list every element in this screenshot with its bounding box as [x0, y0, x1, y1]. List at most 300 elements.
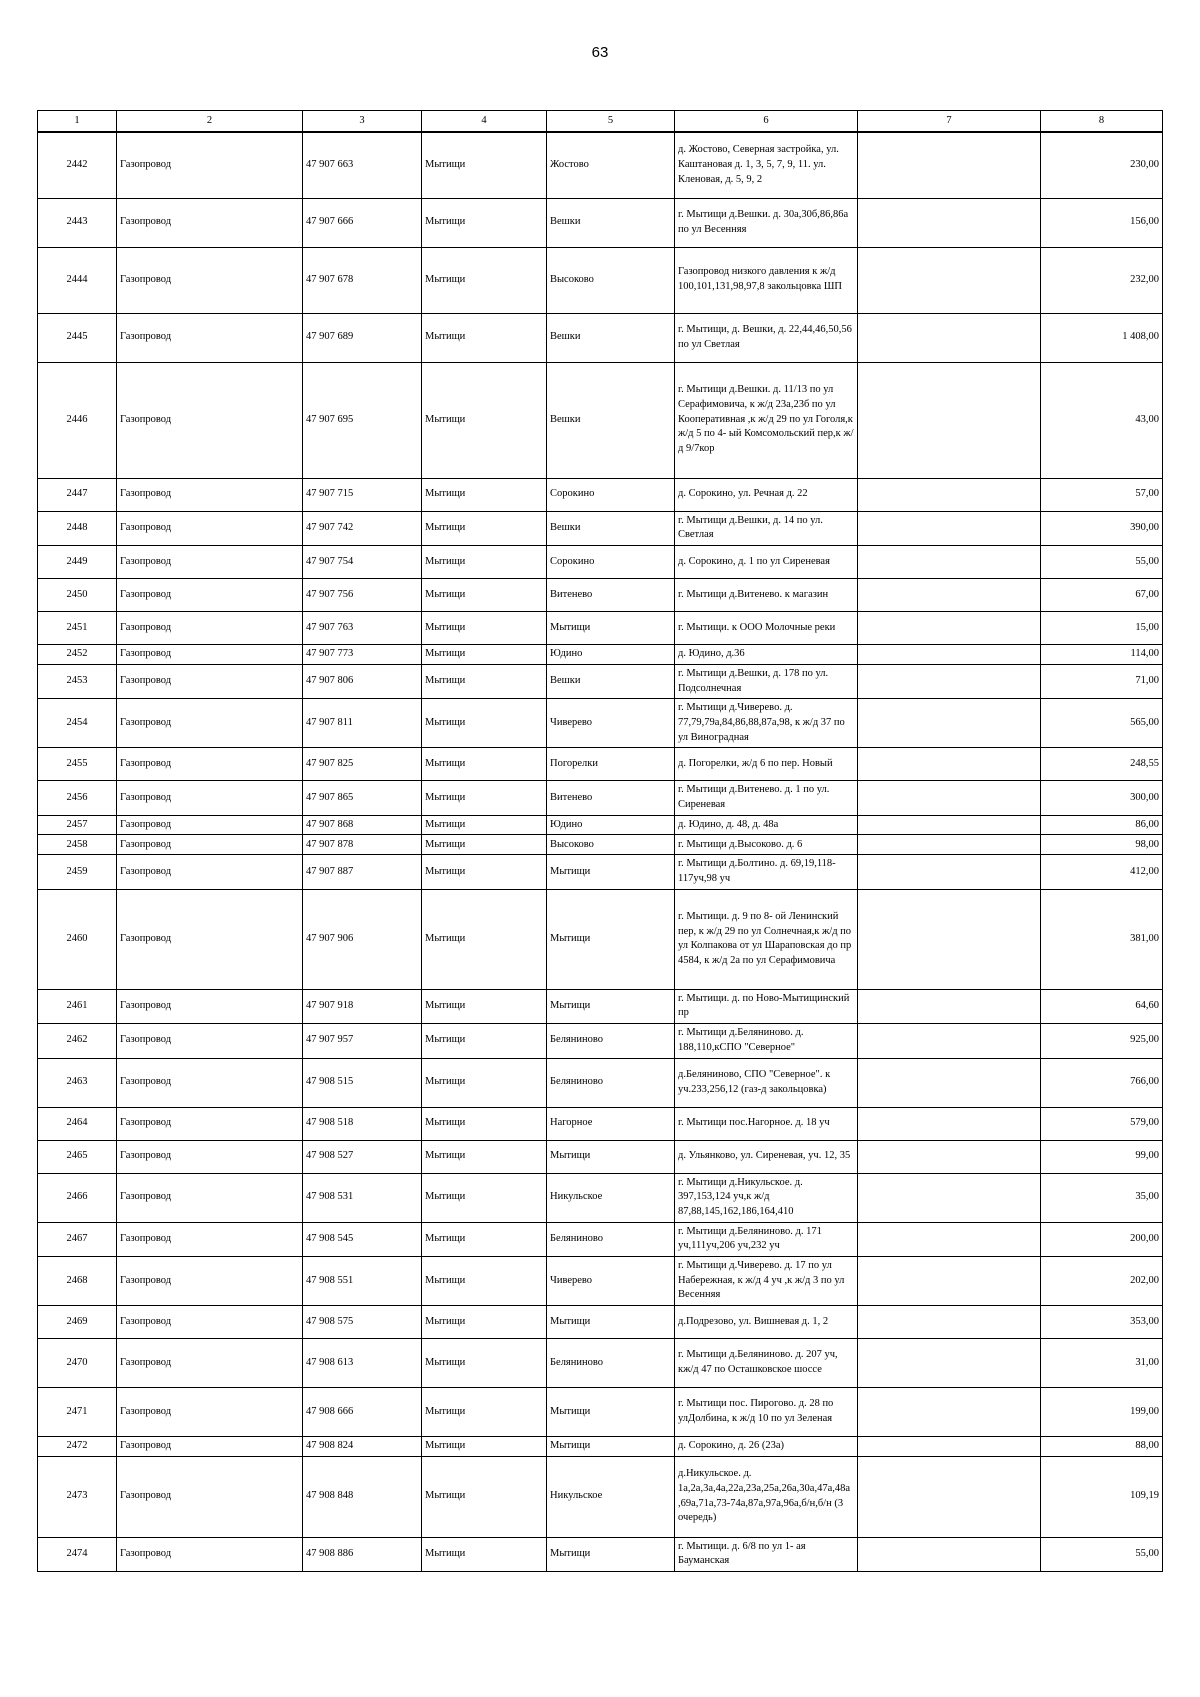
column-7-value [858, 748, 1041, 781]
address: д. Юдино, д. 48, д. 48а [675, 815, 858, 835]
object-name: Газопровод [117, 1437, 303, 1457]
object-name: Газопровод [117, 313, 303, 362]
address: г. Мытищи. д. 6/8 по ул 1- ая Бауманская [675, 1537, 858, 1571]
row-number: 2456 [38, 781, 117, 815]
district: Мытищи [422, 578, 547, 611]
district: Мытищи [422, 1222, 547, 1256]
column-7-value [858, 1437, 1041, 1457]
length-value: 766,00 [1041, 1058, 1163, 1107]
row-number: 2446 [38, 362, 117, 478]
column-7-value [858, 478, 1041, 511]
locality: Сорокино [547, 545, 675, 578]
address: г. Мытищи. д. 9 по 8- ой Ленинский пер, к ж/д 29 по ул Солнечная,к ж/д по ул Колпакова от ул Шараповская до пр 4584, к ж/д 2а по ул Серафимовича [675, 889, 858, 989]
table-row [38, 699, 1163, 748]
registry-table [37, 110, 1163, 1572]
address: д.Никульское. д. 1а,2а,3а,4а,22а,23а,25а,26а,30а,47а,48а ,69а,71а,73-74а,87а,97а,96а,б/н,б/н (3 очередь) [675, 1456, 858, 1537]
oktmo-code: 47 907 868 [303, 815, 422, 835]
column-7-value [858, 1173, 1041, 1222]
oktmo-code: 47 907 811 [303, 699, 422, 748]
oktmo-code: 47 907 666 [303, 198, 422, 247]
district: Мытищи [422, 1024, 547, 1058]
oktmo-code: 47 907 689 [303, 313, 422, 362]
length-value: 86,00 [1041, 815, 1163, 835]
locality: Нагорное [547, 1107, 675, 1140]
row-number: 2473 [38, 1456, 117, 1537]
row-number: 2469 [38, 1306, 117, 1339]
district: Мытищи [422, 889, 547, 989]
column-7-value [858, 247, 1041, 313]
length-value: 71,00 [1041, 664, 1163, 698]
length-value: 88,00 [1041, 1437, 1163, 1457]
address: д. Погорелки, ж/д 6 по пер. Новый [675, 748, 858, 781]
object-name: Газопровод [117, 889, 303, 989]
table-row [38, 1537, 1163, 1571]
column-7-value [858, 1024, 1041, 1058]
oktmo-code: 47 907 825 [303, 748, 422, 781]
object-name: Газопровод [117, 1388, 303, 1437]
table-row [38, 247, 1163, 313]
object-name: Газопровод [117, 545, 303, 578]
row-number: 2458 [38, 835, 117, 855]
district: Мытищи [422, 1339, 547, 1388]
length-value: 156,00 [1041, 198, 1163, 247]
row-number: 2444 [38, 247, 117, 313]
address: д. Ульянково, ул. Сиреневая, уч. 12, 35 [675, 1140, 858, 1173]
object-name: Газопровод [117, 835, 303, 855]
length-value: 43,00 [1041, 362, 1163, 478]
object-name: Газопровод [117, 362, 303, 478]
table-row [38, 664, 1163, 698]
locality: Мытищи [547, 611, 675, 644]
address: г. Мытищи д.Чиверево. д. 77,79,79а,84,86,88,87а,98, к ж/д 37 по ул Виноградная [675, 699, 858, 748]
district: Мытищи [422, 1140, 547, 1173]
length-value: 579,00 [1041, 1107, 1163, 1140]
object-name: Газопровод [117, 1256, 303, 1305]
object-name: Газопровод [117, 1306, 303, 1339]
column-7-value [858, 313, 1041, 362]
locality: Витенево [547, 781, 675, 815]
oktmo-code: 47 907 878 [303, 835, 422, 855]
object-name: Газопровод [117, 1173, 303, 1222]
district: Мытищи [422, 664, 547, 698]
object-name: Газопровод [117, 1107, 303, 1140]
address: г. Мытищи. д. по Ново-Мытищинский пр [675, 989, 858, 1023]
table-row [38, 855, 1163, 889]
district: Мытищи [422, 511, 547, 545]
object-name: Газопровод [117, 198, 303, 247]
table-row [38, 132, 1163, 198]
object-name: Газопровод [117, 855, 303, 889]
locality: Беляниново [547, 1058, 675, 1107]
row-number: 2445 [38, 313, 117, 362]
length-value: 390,00 [1041, 511, 1163, 545]
table-row [38, 1107, 1163, 1140]
length-value: 114,00 [1041, 644, 1163, 664]
locality: Вешки [547, 313, 675, 362]
object-name: Газопровод [117, 748, 303, 781]
oktmo-code: 47 907 887 [303, 855, 422, 889]
district: Мытищи [422, 835, 547, 855]
address: г. Мытищи, д. Вешки, д. 22,44,46,50,56 по ул Светлая [675, 313, 858, 362]
oktmo-code: 47 907 806 [303, 664, 422, 698]
table-row [38, 889, 1163, 989]
row-number: 2472 [38, 1437, 117, 1457]
row-number: 2466 [38, 1173, 117, 1222]
length-value: 248,55 [1041, 748, 1163, 781]
locality: Жостово [547, 132, 675, 198]
oktmo-code: 47 907 773 [303, 644, 422, 664]
length-value: 300,00 [1041, 781, 1163, 815]
object-name: Газопровод [117, 644, 303, 664]
object-name: Газопровод [117, 1339, 303, 1388]
object-name: Газопровод [117, 511, 303, 545]
district: Мытищи [422, 478, 547, 511]
locality: Витенево [547, 578, 675, 611]
table-row [38, 1388, 1163, 1437]
column-7-value [858, 1256, 1041, 1305]
address: д. Юдино, д.36 [675, 644, 858, 664]
column-header: 3 [303, 111, 422, 133]
table-row [38, 835, 1163, 855]
row-number: 2470 [38, 1339, 117, 1388]
object-name: Газопровод [117, 1140, 303, 1173]
column-7-value [858, 1140, 1041, 1173]
column-header: 4 [422, 111, 547, 133]
oktmo-code: 47 908 531 [303, 1173, 422, 1222]
address: д. Сорокино, ул. Речная д. 22 [675, 478, 858, 511]
column-header: 5 [547, 111, 675, 133]
row-number: 2442 [38, 132, 117, 198]
oktmo-code: 47 908 545 [303, 1222, 422, 1256]
column-7-value [858, 198, 1041, 247]
table-row [38, 1339, 1163, 1388]
address: г. Мытищи д.Беляниново. д. 188,110,кСПО "Северное" [675, 1024, 858, 1058]
oktmo-code: 47 908 666 [303, 1388, 422, 1437]
table-row [38, 578, 1163, 611]
district: Мытищи [422, 362, 547, 478]
column-7-value [858, 1222, 1041, 1256]
object-name: Газопровод [117, 611, 303, 644]
object-name: Газопровод [117, 478, 303, 511]
column-header: 1 [38, 111, 117, 133]
row-number: 2443 [38, 198, 117, 247]
oktmo-code: 47 908 518 [303, 1107, 422, 1140]
object-name: Газопровод [117, 1024, 303, 1058]
row-number: 2474 [38, 1537, 117, 1571]
address: д. Сорокино, д. 1 по ул Сиреневая [675, 545, 858, 578]
district: Мытищи [422, 748, 547, 781]
address: г. Мытищи д.Вешки, д. 178 по ул. Подсолнечная [675, 664, 858, 698]
oktmo-code: 47 907 678 [303, 247, 422, 313]
table-row [38, 478, 1163, 511]
oktmo-code: 47 908 848 [303, 1456, 422, 1537]
locality: Сорокино [547, 478, 675, 511]
oktmo-code: 47 908 551 [303, 1256, 422, 1305]
length-value: 200,00 [1041, 1222, 1163, 1256]
address: г. Мытищи д.Витенево. д. 1 по ул. Сиреневая [675, 781, 858, 815]
table-row [38, 815, 1163, 835]
row-number: 2461 [38, 989, 117, 1023]
oktmo-code: 47 907 715 [303, 478, 422, 511]
address: д. Сорокино, д. 26 (23а) [675, 1437, 858, 1457]
district: Мытищи [422, 1256, 547, 1305]
oktmo-code: 47 907 763 [303, 611, 422, 644]
locality: Беляниново [547, 1222, 675, 1256]
row-number: 2465 [38, 1140, 117, 1173]
table-row [38, 781, 1163, 815]
oktmo-code: 47 908 575 [303, 1306, 422, 1339]
length-value: 199,00 [1041, 1388, 1163, 1437]
column-7-value [858, 1339, 1041, 1388]
oktmo-code: 47 907 918 [303, 989, 422, 1023]
object-name: Газопровод [117, 699, 303, 748]
column-7-value [858, 1537, 1041, 1571]
oktmo-code: 47 908 515 [303, 1058, 422, 1107]
object-name: Газопровод [117, 815, 303, 835]
locality: Никульское [547, 1173, 675, 1222]
table-row [38, 1306, 1163, 1339]
district: Мытищи [422, 699, 547, 748]
column-7-value [858, 855, 1041, 889]
address: г. Мытищи д.Чиверево. д. 17 по ул Набережная, к ж/д 4 уч ,к ж/д 3 по ул Весенняя [675, 1256, 858, 1305]
length-value: 202,00 [1041, 1256, 1163, 1305]
column-7-value [858, 644, 1041, 664]
address: г. Мытищи д.Болтино. д. 69,19,118-117уч,98 уч [675, 855, 858, 889]
locality: Юдино [547, 644, 675, 664]
object-name: Газопровод [117, 664, 303, 698]
row-number: 2467 [38, 1222, 117, 1256]
length-value: 99,00 [1041, 1140, 1163, 1173]
row-number: 2463 [38, 1058, 117, 1107]
locality: Высоково [547, 247, 675, 313]
address: г. Мытищи д.Вешки, д. 14 по ул. Светлая [675, 511, 858, 545]
length-value: 925,00 [1041, 1024, 1163, 1058]
row-number: 2457 [38, 815, 117, 835]
column-7-value [858, 664, 1041, 698]
oktmo-code: 47 908 824 [303, 1437, 422, 1457]
address: г. Мытищи. к ООО Молочные реки [675, 611, 858, 644]
locality: Юдино [547, 815, 675, 835]
column-header: 8 [1041, 111, 1163, 133]
row-number: 2459 [38, 855, 117, 889]
object-name: Газопровод [117, 1537, 303, 1571]
district: Мытищи [422, 989, 547, 1023]
oktmo-code: 47 907 756 [303, 578, 422, 611]
oktmo-code: 47 908 886 [303, 1537, 422, 1571]
length-value: 565,00 [1041, 699, 1163, 748]
length-value: 35,00 [1041, 1173, 1163, 1222]
length-value: 412,00 [1041, 855, 1163, 889]
locality: Беляниново [547, 1024, 675, 1058]
table-row [38, 1024, 1163, 1058]
district: Мытищи [422, 1456, 547, 1537]
locality: Мытищи [547, 1388, 675, 1437]
locality: Вешки [547, 664, 675, 698]
district: Мытищи [422, 313, 547, 362]
column-7-value [858, 1058, 1041, 1107]
table-row [38, 644, 1163, 664]
column-7-value [858, 545, 1041, 578]
row-number: 2448 [38, 511, 117, 545]
table-row [38, 611, 1163, 644]
column-7-value [858, 511, 1041, 545]
row-number: 2462 [38, 1024, 117, 1058]
column-7-value [858, 578, 1041, 611]
address: г. Мытищи д.Беляниново. д. 207 уч, кж/д 47 по Осташковское шоссе [675, 1339, 858, 1388]
address: г. Мытищи пос.Нагорное. д. 18 уч [675, 1107, 858, 1140]
table-row [38, 989, 1163, 1023]
length-value: 57,00 [1041, 478, 1163, 511]
locality: Мытищи [547, 1140, 675, 1173]
length-value: 232,00 [1041, 247, 1163, 313]
oktmo-code: 47 907 906 [303, 889, 422, 989]
row-number: 2449 [38, 545, 117, 578]
locality: Вешки [547, 362, 675, 478]
table-row [38, 748, 1163, 781]
oktmo-code: 47 907 957 [303, 1024, 422, 1058]
row-number: 2455 [38, 748, 117, 781]
table-row [38, 511, 1163, 545]
district: Мытищи [422, 1306, 547, 1339]
district: Мытищи [422, 781, 547, 815]
locality: Чиверево [547, 699, 675, 748]
address: д.Беляниново, СПО "Северное". к уч.233,256,12 (газ-д закольцовка) [675, 1058, 858, 1107]
column-7-value [858, 362, 1041, 478]
address: г. Мытищи д.Вешки. д. 11/13 по ул Серафимовича, к ж/д 23а,23б по ул Кооперативная ,к ж/д 29 по ул Гоголя,к ж/д 5 по 4- ый Комсомольский пер,к ж/д 9/7кор [675, 362, 858, 478]
district: Мытищи [422, 545, 547, 578]
object-name: Газопровод [117, 1456, 303, 1537]
table-row [38, 1058, 1163, 1107]
length-value: 98,00 [1041, 835, 1163, 855]
table-row [38, 545, 1163, 578]
length-value: 67,00 [1041, 578, 1163, 611]
district: Мытищи [422, 1058, 547, 1107]
table-row [38, 1222, 1163, 1256]
oktmo-code: 47 907 695 [303, 362, 422, 478]
length-value: 64,60 [1041, 989, 1163, 1023]
length-value: 381,00 [1041, 889, 1163, 989]
row-number: 2447 [38, 478, 117, 511]
column-header: 7 [858, 111, 1041, 133]
oktmo-code: 47 908 613 [303, 1339, 422, 1388]
length-value: 109,19 [1041, 1456, 1163, 1537]
locality: Никульское [547, 1456, 675, 1537]
address: г. Мытищи д.Вешки. д. 30а,30б,86,86а по ул Весенняя [675, 198, 858, 247]
row-number: 2451 [38, 611, 117, 644]
table-row [38, 362, 1163, 478]
length-value: 31,00 [1041, 1339, 1163, 1388]
address: д.Подрезово, ул. Вишневая д. 1, 2 [675, 1306, 858, 1339]
object-name: Газопровод [117, 578, 303, 611]
district: Мытищи [422, 1437, 547, 1457]
district: Мытищи [422, 198, 547, 247]
row-number: 2450 [38, 578, 117, 611]
column-7-value [858, 1306, 1041, 1339]
length-value: 15,00 [1041, 611, 1163, 644]
length-value: 55,00 [1041, 1537, 1163, 1571]
column-7-value [858, 889, 1041, 989]
length-value: 353,00 [1041, 1306, 1163, 1339]
object-name: Газопровод [117, 1058, 303, 1107]
address: д. Жостово, Северная застройка, ул. Каштановая д. 1, 3, 5, 7, 9, 11. ул. Кленовая, д. 5, 9, 2 [675, 132, 858, 198]
object-name: Газопровод [117, 132, 303, 198]
locality: Мытищи [547, 1306, 675, 1339]
header-row [38, 111, 1163, 133]
locality: Мытищи [547, 1437, 675, 1457]
table-row [38, 1456, 1163, 1537]
address: г. Мытищи д.Высоково. д. 6 [675, 835, 858, 855]
district: Мытищи [422, 1107, 547, 1140]
district: Мытищи [422, 1537, 547, 1571]
address: г. Мытищи д.Беляниново. д. 171 уч,111уч,206 уч,232 уч [675, 1222, 858, 1256]
oktmo-code: 47 907 742 [303, 511, 422, 545]
column-7-value [858, 699, 1041, 748]
locality: Вешки [547, 511, 675, 545]
address: г. Мытищи пос. Пирогово. д. 28 по улДолбина, к ж/д 10 по ул Зеленая [675, 1388, 858, 1437]
locality: Мытищи [547, 1537, 675, 1571]
locality: Высоково [547, 835, 675, 855]
row-number: 2453 [38, 664, 117, 698]
table-row [38, 1173, 1163, 1222]
address: г. Мытищи д.Никульское. д. 397,153,124 уч,к ж/д 87,88,145,162,186,164,410 [675, 1173, 858, 1222]
table-row [38, 1140, 1163, 1173]
column-7-value [858, 1456, 1041, 1537]
object-name: Газопровод [117, 989, 303, 1023]
oktmo-code: 47 908 527 [303, 1140, 422, 1173]
address: г. Мытищи д.Витенево. к магазин [675, 578, 858, 611]
length-value: 55,00 [1041, 545, 1163, 578]
column-7-value [858, 1107, 1041, 1140]
locality: Мытищи [547, 989, 675, 1023]
district: Мытищи [422, 132, 547, 198]
column-7-value [858, 1388, 1041, 1437]
column-7-value [858, 815, 1041, 835]
row-number: 2471 [38, 1388, 117, 1437]
column-header: 6 [675, 111, 858, 133]
table-row [38, 198, 1163, 247]
district: Мытищи [422, 247, 547, 313]
district: Мытищи [422, 855, 547, 889]
locality: Погорелки [547, 748, 675, 781]
table-row [38, 1437, 1163, 1457]
district: Мытищи [422, 1173, 547, 1222]
page-number: 63 [591, 44, 609, 61]
table-row [38, 1256, 1163, 1305]
district: Мытищи [422, 815, 547, 835]
object-name: Газопровод [117, 1222, 303, 1256]
oktmo-code: 47 907 754 [303, 545, 422, 578]
oktmo-code: 47 907 663 [303, 132, 422, 198]
column-7-value [858, 611, 1041, 644]
locality: Мытищи [547, 889, 675, 989]
column-7-value [858, 835, 1041, 855]
row-number: 2464 [38, 1107, 117, 1140]
length-value: 1 408,00 [1041, 313, 1163, 362]
district: Мытищи [422, 611, 547, 644]
locality: Вешки [547, 198, 675, 247]
row-number: 2468 [38, 1256, 117, 1305]
object-name: Газопровод [117, 781, 303, 815]
district: Мытищи [422, 644, 547, 664]
oktmo-code: 47 907 865 [303, 781, 422, 815]
address: Газопровод низкого давления к ж/д 100,101,131,98,97,8 закольцовка ШП [675, 247, 858, 313]
district: Мытищи [422, 1388, 547, 1437]
row-number: 2452 [38, 644, 117, 664]
column-header: 2 [117, 111, 303, 133]
table-row [38, 313, 1163, 362]
locality: Мытищи [547, 855, 675, 889]
row-number: 2460 [38, 889, 117, 989]
